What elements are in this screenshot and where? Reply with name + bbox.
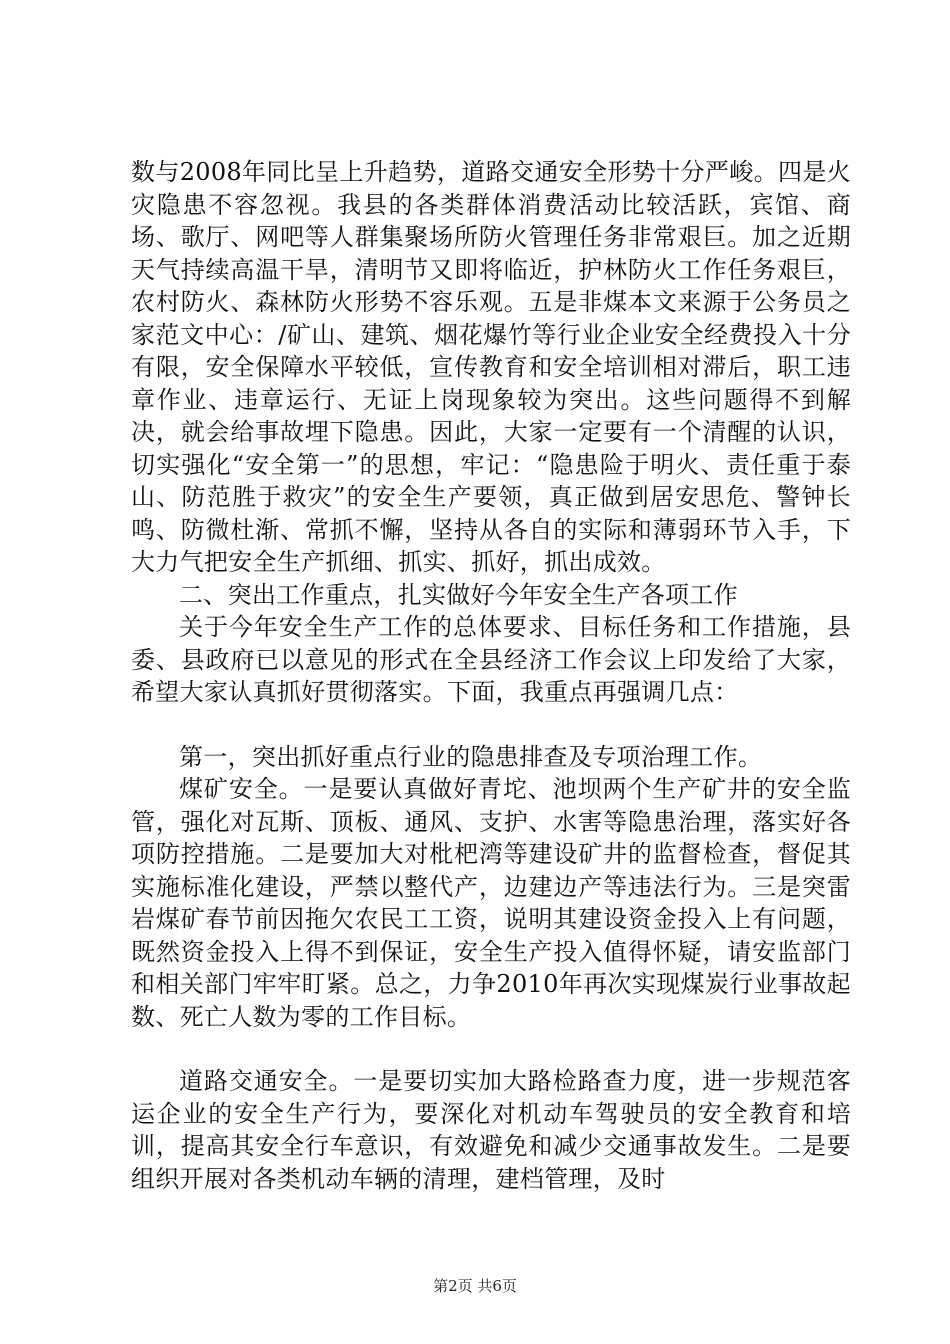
document-body: [131, 156, 851, 1195]
section-heading: 二、突出工作重点，扎实做好今年安全生产各项工作: [179, 580, 738, 609]
paragraph-continuation: 数与2008年同比呈上升趋势，道路交通安全形势十分严峻。四是火灾隐患不容忽视。我县的各类群体消费活动比较活跃，宾馆、商场、歌厅、网吧等人群集聚场所防火管理任务非常艰巨。加之近期天气持续高温干旱，清明节又即将临近，护林防火工作任务艰巨，农村防火、森林防火形势不容乐观。五是非煤本文来源于公务员之家范文中心：/矿山、建筑、烟花爆竹等行业企业安全经费投入十分有限，安全保障水平较低，宣传教育和安全培训相对滞后，职工违章作业、违章运行、无证上岗现象较为突出。这些问题得不到解决，就会给事故埋下隐患。因此，大家一定要有一个清醒的认识，切实强化“安全第一”的思想，牢记：“隐患险于明火、责任重于泰山、防范胜于救灾”的安全生产要领，真正做到居安思危、警钟长鸣、防微杜渐、常抓不懈，坚持从各自的实际和薄弱环节入手，下大力气把安全生产抓细、抓实、抓好，抓出成效。: [131, 158, 851, 576]
page-footer: 第2页 共6页: [433, 1277, 517, 1295]
paragraph-overview: 关于今年安全生产工作的总体要求、目标任务和工作措施，县委、县政府已以意见的形式在全县经济工作会议上印发给了大家，希望大家认真抓好贯彻落实。下面，我重点再强调几点：: [131, 613, 851, 706]
paragraph-road-traffic-safety: 道路交通安全。一是要切实加大路检路查力度，进一步规范客运企业的安全生产行为，要深化对机动车驾驶员的安全教育和培训，提高其安全行车意识，有效避免和减少交通事故发生。二是要组织开展对各类机动车辆的清理，建档管理，及时: [131, 1067, 851, 1193]
paragraph-coal-mine-safety: 煤矿安全。一是要认真做好青坨、池坝两个生产矿井的安全监管，强化对瓦斯、顶板、通风、支护、水害等隐患治理，落实好各项防控措施。二是要加大对枇杷湾等建设矿井的监督检查，督促其实施标准化建设，严禁以整代产，边建边产等违法行为。三是突雷岩煤矿春节前因拖欠农民工工资，说明其建设资金投入上有问题，既然资金投入上得不到保证，安全生产投入值得怀疑，请安监部门和相关部门牢牢盯紧。总之，力争2010年再次实现煤炭行业事故起数、死亡人数为零的工作目标。: [131, 775, 851, 1031]
paragraph-first-point: 第一，突出抓好重点行业的隐患排查及专项治理工作。: [179, 742, 763, 771]
